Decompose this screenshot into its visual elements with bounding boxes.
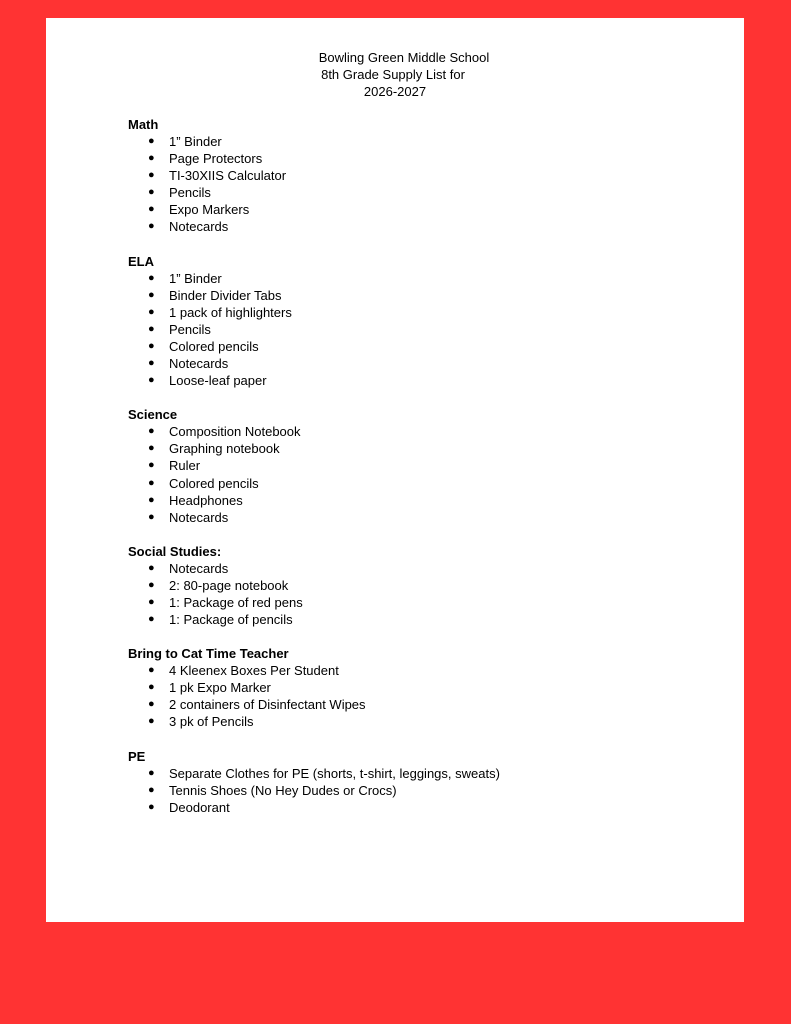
school-year: 2026-2027 bbox=[363, 84, 427, 99]
bullet-icon: ● bbox=[148, 288, 155, 301]
item-text: Notecards bbox=[169, 509, 229, 525]
item-list bbox=[128, 765, 688, 816]
section-title: Science bbox=[128, 407, 178, 423]
bullet-icon: ● bbox=[148, 220, 155, 233]
item-list bbox=[128, 662, 688, 730]
section-social-studies bbox=[128, 543, 688, 628]
bullet-icon: ● bbox=[148, 766, 155, 779]
item-text: Colored pencils bbox=[169, 338, 259, 354]
item-text: Page Protectors bbox=[169, 151, 263, 167]
list-item bbox=[128, 594, 688, 611]
list-item bbox=[128, 304, 688, 321]
item-list bbox=[128, 270, 688, 390]
section-math bbox=[128, 116, 688, 236]
list-item bbox=[128, 577, 688, 594]
item-text: 4 Kleenex Boxes Per Student bbox=[169, 663, 339, 679]
list-item bbox=[128, 218, 688, 235]
bullet-icon: ● bbox=[148, 186, 155, 199]
list-item bbox=[128, 509, 688, 526]
list-item bbox=[128, 799, 688, 816]
item-text: Loose-leaf paper bbox=[169, 373, 267, 389]
list-title: 8th Grade Supply List for bbox=[321, 67, 465, 82]
list-item bbox=[128, 782, 688, 799]
item-text: Tennis Shoes (No Hey Dudes or Crocs) bbox=[169, 782, 397, 798]
bullet-icon: ● bbox=[148, 595, 155, 608]
document-header bbox=[46, 49, 744, 100]
list-item bbox=[128, 475, 688, 492]
bullet-icon: ● bbox=[148, 271, 155, 284]
section-title: ELA bbox=[128, 253, 154, 269]
list-item bbox=[128, 492, 688, 509]
list-item bbox=[128, 372, 688, 389]
section-title: Math bbox=[128, 117, 159, 132]
item-text: Composition Notebook bbox=[169, 424, 301, 440]
list-item bbox=[128, 713, 688, 730]
bullet-icon: ● bbox=[148, 476, 155, 489]
list-item bbox=[128, 679, 688, 696]
item-text: 3 pk of Pencils bbox=[169, 714, 254, 730]
bullet-icon: ● bbox=[148, 339, 155, 352]
bullet-icon: ● bbox=[148, 152, 155, 165]
bullet-icon: ● bbox=[148, 783, 155, 796]
bullet-icon: ● bbox=[148, 561, 155, 574]
document-page bbox=[46, 18, 744, 922]
item-text: 1” Binder bbox=[169, 134, 222, 149]
item-text: 2: 80-page notebook bbox=[169, 577, 289, 593]
bullet-icon: ● bbox=[148, 357, 155, 370]
list-item bbox=[128, 560, 688, 577]
bullet-icon: ● bbox=[148, 322, 155, 335]
list-item bbox=[128, 150, 688, 167]
bullet-icon: ● bbox=[148, 305, 155, 318]
bullet-icon: ● bbox=[148, 442, 155, 455]
list-item bbox=[128, 440, 688, 457]
supply-list bbox=[128, 116, 688, 833]
bullet-icon: ● bbox=[148, 800, 155, 813]
bullet-icon: ● bbox=[148, 613, 155, 626]
item-text: 1: Package of pencils bbox=[169, 612, 293, 628]
bullet-icon: ● bbox=[148, 203, 155, 216]
item-text: 1: Package of red pens bbox=[169, 594, 303, 610]
item-text: 2 containers of Disinfectant Wipes bbox=[169, 697, 366, 713]
bullet-icon: ● bbox=[148, 510, 155, 523]
school-name: Bowling Green Middle School bbox=[318, 50, 490, 65]
list-item bbox=[128, 765, 688, 782]
item-text: Colored pencils bbox=[169, 475, 259, 491]
list-item bbox=[128, 696, 688, 713]
section-science bbox=[128, 406, 688, 526]
section-title: Bring to Cat Time Teacher bbox=[128, 646, 289, 662]
item-text: Notecards bbox=[169, 560, 229, 576]
item-list bbox=[128, 560, 688, 628]
list-item bbox=[128, 611, 688, 628]
bullet-icon: ● bbox=[148, 169, 155, 182]
item-text: Expo Markers bbox=[169, 202, 250, 218]
bullet-icon: ● bbox=[148, 374, 155, 387]
list-item bbox=[128, 338, 688, 355]
item-text: 1 pk Expo Marker bbox=[169, 680, 271, 696]
bullet-icon: ● bbox=[148, 664, 155, 677]
list-item bbox=[128, 167, 688, 184]
list-item bbox=[128, 133, 688, 150]
section-title: PE bbox=[128, 748, 146, 764]
item-text: 1 pack of highlighters bbox=[169, 304, 292, 320]
item-text: Notecards bbox=[169, 219, 229, 235]
list-item bbox=[128, 270, 688, 287]
section-ela bbox=[128, 253, 688, 390]
bullet-icon: ● bbox=[148, 459, 155, 472]
bullet-icon: ● bbox=[148, 493, 155, 506]
item-list bbox=[128, 133, 688, 236]
item-text: Graphing notebook bbox=[169, 441, 280, 457]
list-item bbox=[128, 457, 688, 474]
item-text: Headphones bbox=[169, 492, 243, 508]
item-text: Separate Clothes for PE (shorts, t-shirt, leggings, sweats) bbox=[169, 765, 500, 781]
item-text: Deodorant bbox=[169, 799, 230, 815]
bullet-icon: ● bbox=[148, 698, 155, 711]
bullet-icon: ● bbox=[148, 715, 155, 728]
item-text: TI-30XIIS Calculator bbox=[169, 168, 287, 184]
list-item bbox=[128, 662, 688, 679]
list-item bbox=[128, 423, 688, 440]
item-text: Notecards bbox=[169, 356, 229, 372]
item-list bbox=[128, 423, 688, 526]
item-text: Pencils bbox=[169, 321, 211, 337]
bullet-icon: ● bbox=[148, 681, 155, 694]
list-item bbox=[128, 355, 688, 372]
item-text: Ruler bbox=[169, 458, 201, 474]
bullet-icon: ● bbox=[148, 135, 155, 147]
bullet-icon: ● bbox=[148, 578, 155, 591]
item-text: Pencils bbox=[169, 185, 211, 201]
section-title: Social Studies: bbox=[128, 543, 222, 559]
bullet-icon: ● bbox=[148, 425, 155, 438]
item-text: 1” Binder bbox=[169, 270, 222, 286]
section-pe bbox=[128, 748, 688, 816]
list-item bbox=[128, 201, 688, 218]
list-item bbox=[128, 287, 688, 304]
section-cat-time bbox=[128, 645, 688, 730]
list-item bbox=[128, 184, 688, 201]
item-text: Binder Divider Tabs bbox=[169, 287, 282, 303]
list-item bbox=[128, 321, 688, 338]
